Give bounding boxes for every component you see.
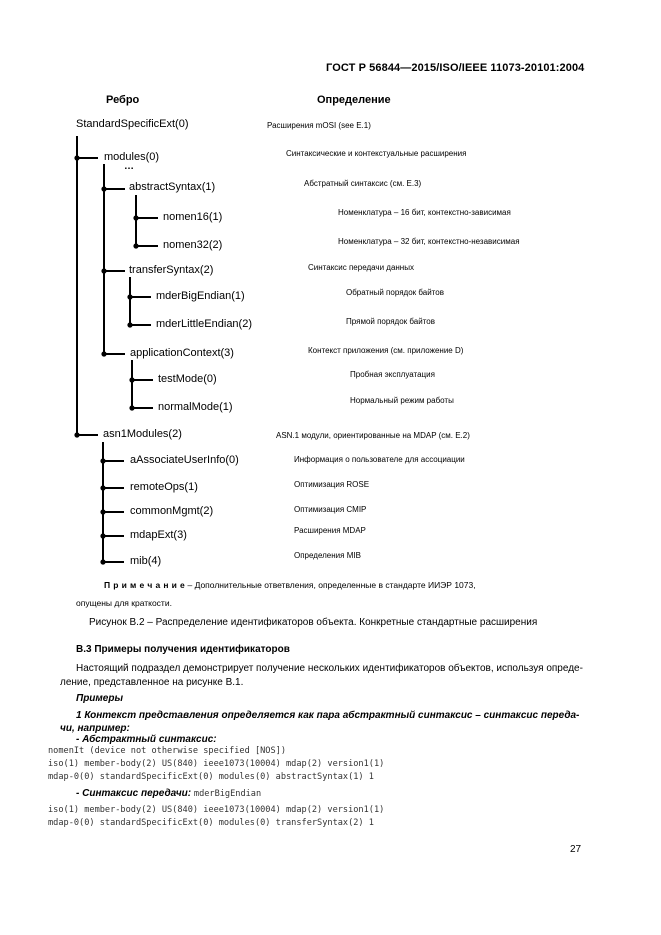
tree-node-mder-little-endian: mderLittleEndian(2) [156,318,252,330]
code-line-iso-1: iso(1) member-body(2) US(840) ieee1073(10004) mdap(2) version1(1) [48,759,385,769]
tree-ellipsis: … [124,161,134,172]
tree-node-mder-big-endian: mderBigEndian(1) [156,290,245,302]
tree-node-asn1-modules: asn1Modules(2) [103,428,182,440]
tree-node-modules: modules(0) [104,151,160,163]
definition-abstract-syntax: Абстратный синтаксис (см. E.3) [304,179,422,188]
tree-node-mib: mib(4) [130,555,162,567]
section-title: В.3 Примеры получения идентификаторов [76,644,290,655]
figure-note [104,580,476,590]
example1-line2: чи, например: [60,723,130,734]
tree-node-mdap-ext: mdapExt(3) [130,529,187,541]
tree-node-transfer-syntax: transferSyntax(2) [129,264,214,276]
section-paragraph-line1: Настоящий подраздел демонстрирует получение нескольких идентификаторов объектов, используя опреде- [76,663,583,674]
code-line-iso-2: iso(1) member-body(2) US(840) ieee1073(10004) mdap(2) version1(1) [48,805,385,815]
standard-header: ГОСТ Р 56844—2015/ISO/IEEE 11073-20101:2004 [326,62,585,74]
code-line-mdap-2: mdap-0(0) standardSpecificExt(0) modules(0) transferSyntax(2) 1 [48,818,374,828]
definition-modules: Синтаксические и контекстуальные расширения [286,149,467,158]
code-line-mdap-1: mdap-0(0) standardSpecificExt(0) modules(0) abstractSyntax(1) 1 [48,772,374,782]
definition-mdap-ext: Расширения MDAP [294,526,366,535]
definition-test-mode: Пробная эксплуатация [350,370,435,379]
tree-node-root: StandardSpecificExt(0) [76,118,189,130]
definition-mib: Определения MIB [294,551,361,560]
definition-a-associate-user-info: Информация о пользователе для ассоциации [294,455,465,464]
note-label: П р и м е ч а н и е [104,580,186,590]
column-header-definition: Определение [317,94,391,106]
tree-node-nomen32: nomen32(2) [163,239,223,251]
definition-nomen16: Номенклатура – 16 бит, контекстно-зависимая [338,208,511,217]
definition-mder-big-endian: Обратный порядок байтов [346,288,444,297]
definition-nomen32: Номенклатура – 32 бит, контекстно-независимая [338,237,520,246]
tree-node-test-mode: testMode(0) [158,373,217,385]
tree-node-abstract-syntax: abstractSyntax(1) [129,181,216,193]
definition-normal-mode: Нормальный режим работы [350,396,454,405]
definition-transfer-syntax: Синтаксис передачи данных [308,263,414,272]
tree-node-a-associate-user-info: aAssociateUserInfo(0) [130,454,239,466]
note-text-continued: опущены для краткости. [76,598,172,608]
definition-common-mgmt: Оптимизация CMIP [294,505,367,514]
example1-line1: 1 Контекст представления определяется как пара абстрактный синтаксис – синтаксис переда- [76,710,580,721]
figure-caption: Рисунок В.2 – Распределение идентификаторов объекта. Конкретные стандартные расширения [89,617,538,628]
examples-heading: Примеры [76,693,124,704]
definition-mder-little-endian: Прямой порядок байтов [346,317,435,326]
tree-node-common-mgmt: commonMgmt(2) [130,505,214,517]
abstract-syntax-label: - Абстрактный синтаксис: [76,734,217,745]
tree-node-nomen16: nomen16(1) [163,211,223,223]
note-text: – Дополнительные ответвления, определенные в стандарте ИИЭР 1073, [185,580,476,590]
transfer-syntax-value: mderBigEndian [193,789,262,799]
transfer-syntax-label: - Синтаксис передачи: [76,788,192,799]
page-number: 27 [570,844,582,855]
tree-node-normal-mode: normalMode(1) [158,401,233,413]
column-header-arc: Ребро [106,94,140,106]
definition-remote-ops: Оптимизация ROSE [294,480,370,489]
tree-node-application-context: applicationContext(3) [130,347,234,359]
definition-application-context: Контекст приложения (см. приложение D) [308,346,464,355]
definition-root: Расширения mOSI (see E.1) [267,121,371,130]
definition-asn1-modules: ASN.1 модули, ориентированные на MDAP (см. E.2) [276,431,470,440]
section-paragraph-line2: ление, представленное на рисунке В.1. [60,677,244,688]
code-line-nomen: nomenIt (device not otherwise specified [NOS]) [48,746,286,756]
transfer-syntax-line [76,788,261,799]
tree-node-remote-ops: remoteOps(1) [130,481,198,493]
